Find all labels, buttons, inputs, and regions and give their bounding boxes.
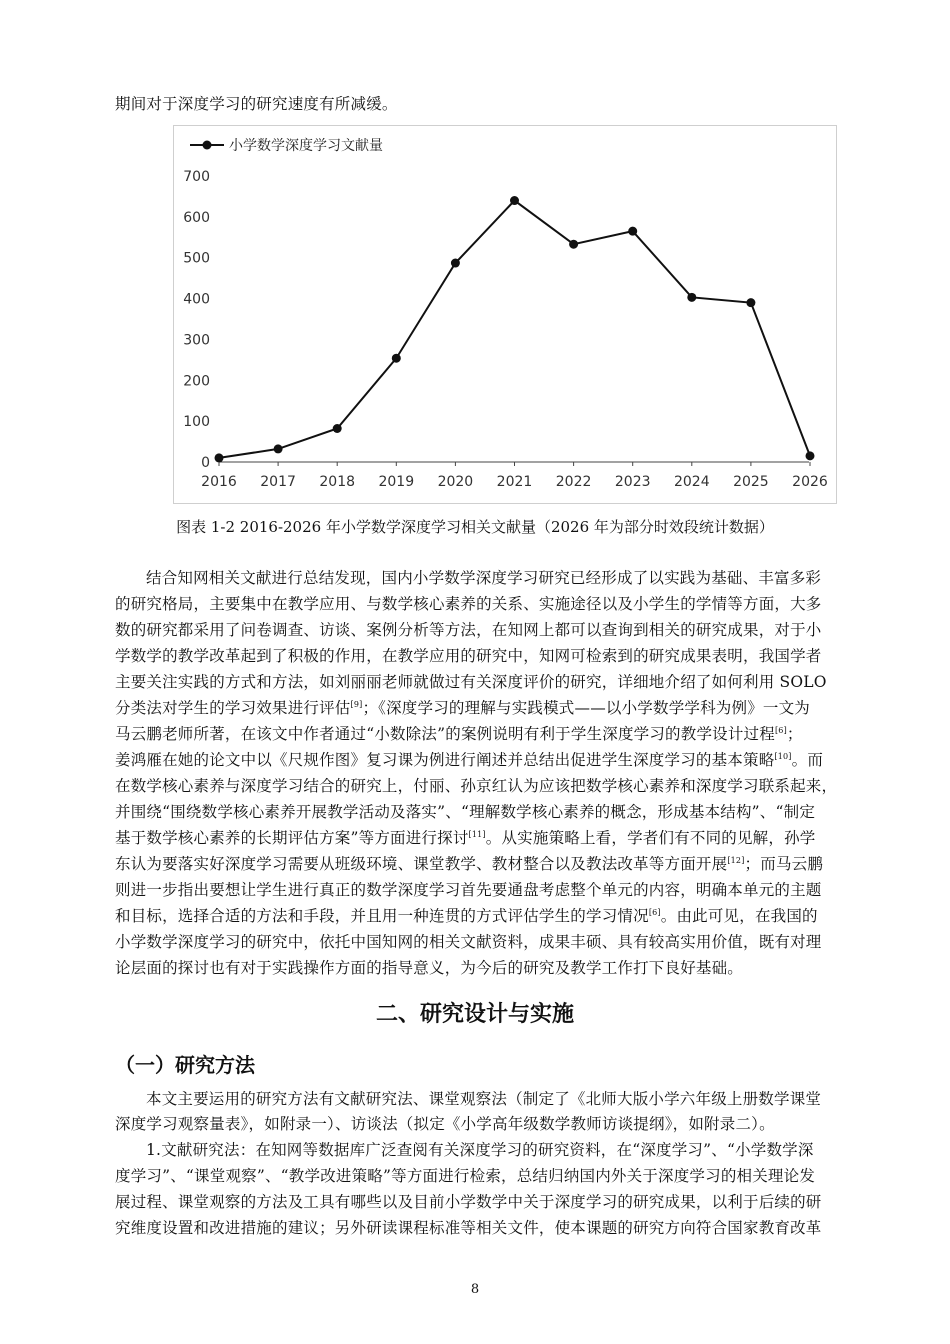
y-tick-label: 700 (183, 169, 210, 185)
x-tick-label: 2025 (733, 474, 769, 490)
data-point (392, 354, 401, 363)
x-tick-label: 2026 (792, 474, 828, 490)
x-tick-label: 2019 (378, 474, 415, 490)
paragraph-line: 深度学习观察量表》，如附录一）、访谈法（拟定《小学高年级数学教师访谈提纲》，如附录二）。 (115, 1115, 775, 1133)
paragraph-line: 学数学的教学改革起到了积极的作用，在教学应用的研究中，知网可检索到的研究成果表明，我国学者 (115, 647, 822, 665)
data-point (746, 298, 755, 307)
y-axis-ticks (183, 169, 210, 471)
y-tick-label: 100 (183, 414, 210, 431)
paragraph-line: 基于数学核心素养的长期评估方案”等方面进行探讨[11]。从实施策略上看，学者们有不同的见解，孙学 (115, 829, 816, 847)
data-point (569, 240, 578, 249)
paragraph-line: 1.文献研究法：在知网等数据库广泛查阅有关深度学习的研究资料，在“深度学习”、“小学数学深 (146, 1141, 814, 1159)
paragraph-line: 马云鹏老师所著，在该文中作者通过“小数除法”的案例说明有利于学生深度学习的教学设计过程[6]； (115, 725, 803, 743)
x-tick-label: 2022 (555, 474, 592, 490)
data-point (333, 424, 342, 433)
citation: [9] (350, 699, 363, 709)
paragraph-line: 的研究格局，主要集中在教学应用、与数学核心素养的关系、实施途径以及小学生的学情等方面，大多 (115, 595, 822, 613)
y-tick-label: 400 (183, 291, 210, 308)
x-tick-label: 2018 (319, 474, 356, 490)
x-axis-ticks (201, 462, 828, 490)
paragraph-line: 数的研究都采用了问卷调查、访谈、案例分析等方法，在知网上都可以查询到相关的研究成果，对于小 (115, 621, 822, 639)
paragraph-line: 度学习”、“课堂观察”、“教学改进策略”等方面进行检索，总结归纳国内外关于深度学习的相关理论发 (115, 1167, 816, 1185)
paragraph-line: 东认为要落实好深度学习需要从班级环境、课堂教学、教材整合以及教法改革等方面开展[12]；而马云鹏 (115, 855, 824, 873)
citation: [6] (774, 725, 787, 735)
paragraph-line: 在数学核心素养与深度学习结合的研究上，付丽、孙京红认为应该把数学核心素养和深度学习联系起来， (115, 777, 838, 795)
paragraph-line: 论层面的探讨也有对于实践操作方面的指导意义，为今后的研究及教学工作打下良好基础。 (115, 959, 744, 977)
data-point (451, 259, 460, 268)
subsection-heading: （一）研究方法 (115, 1053, 255, 1077)
data-point (510, 196, 519, 205)
data-point (806, 451, 815, 460)
paragraph-line: 主要关注实践的方式和方法，如刘丽丽老师就做过有关深度评价的研究，详细地介绍了如何利用 SOLO (115, 673, 827, 691)
paragraph-line: 究维度设置和改进措施的建议；另外研读课程标准等相关文件，使本课题的研究方向符合国家教育改革 (115, 1219, 822, 1237)
paragraph-line: 分类法对学生的学习效果进行评估[9]；《深度学习的理解与实践模式——以小学数学学科为例》一文为 (115, 699, 811, 717)
y-tick-label: 500 (183, 250, 210, 267)
paragraph-line: 和目标，选择合适的方法和手段，并且用一种连贯的方式评估学生的学习情况[6]。由此可见，在我国的 (115, 907, 818, 925)
x-tick-label: 2016 (201, 474, 237, 490)
data-point (687, 293, 696, 302)
citation: [12] (727, 855, 745, 865)
figure-caption: 图表 1-2 2016-2026 年小学数学深度学习相关文献量（2026 年为部分时效段统计数据） (176, 518, 774, 536)
section-heading: 二、研究设计与实施 (375, 1002, 574, 1027)
citation: [6] (648, 907, 661, 917)
paragraph-line: 结合知网相关文献进行总结发现，国内小学数学深度学习研究已经形成了以实践为基础、丰富多彩 (146, 569, 822, 587)
paragraph-line: 小学数学深度学习的研究中，依托中国知网的相关文献资料，成果丰硕、具有较高实用价值，既有对理 (115, 933, 822, 951)
chart-legend (190, 137, 383, 154)
legend-label: 小学数学深度学习文献量 (229, 138, 383, 154)
citation: [10] (774, 751, 792, 761)
x-tick-label: 2020 (437, 474, 474, 490)
y-tick-label: 300 (183, 332, 210, 349)
x-tick-label: 2017 (260, 474, 296, 490)
data-points (215, 196, 815, 462)
y-tick-label: 0 (201, 455, 210, 471)
line-chart (174, 126, 836, 503)
x-tick-label: 2021 (496, 474, 533, 490)
y-tick-label: 600 (183, 209, 210, 226)
paragraph-line: 则进一步指出要想让学生进行真正的数学深度学习首先要通盘考虑整个单元的内容，明确本单元的主题 (115, 881, 822, 899)
legend-marker (203, 141, 212, 150)
paragraph-line: 姜鸿雁在她的论文中以《尺规作图》复习课为例进行阐述并总结出促进学生深度学习的基本策略[10]。而 (115, 751, 824, 769)
data-point (215, 453, 224, 462)
citation: [11] (468, 829, 486, 839)
paragraph-line: 并围绕“围绕数学核心素养开展教学活动及落实”、“理解数学核心素养的概念，形成基本结构”、“制定 (115, 803, 816, 821)
page-number: 8 (470, 1282, 480, 1297)
body-text-line: 期间对于深度学习的研究速度有所减缓。 (115, 95, 398, 113)
data-point (274, 444, 283, 453)
paragraph-line: 展过程、课堂观察的方法及工具有哪些以及目前小学数学中关于深度学习的研究成果，以利于后续的研 (115, 1193, 822, 1211)
series-line (219, 201, 810, 458)
data-point (628, 227, 637, 236)
x-tick-label: 2023 (614, 474, 651, 490)
y-tick-label: 200 (183, 373, 210, 390)
x-tick-label: 2024 (673, 474, 710, 490)
paragraph-line: 本文主要运用的研究方法有文献研究法、课堂观察法（制定了《北师大版小学六年级上册数学课堂 (146, 1090, 822, 1108)
chart-container (173, 125, 837, 504)
